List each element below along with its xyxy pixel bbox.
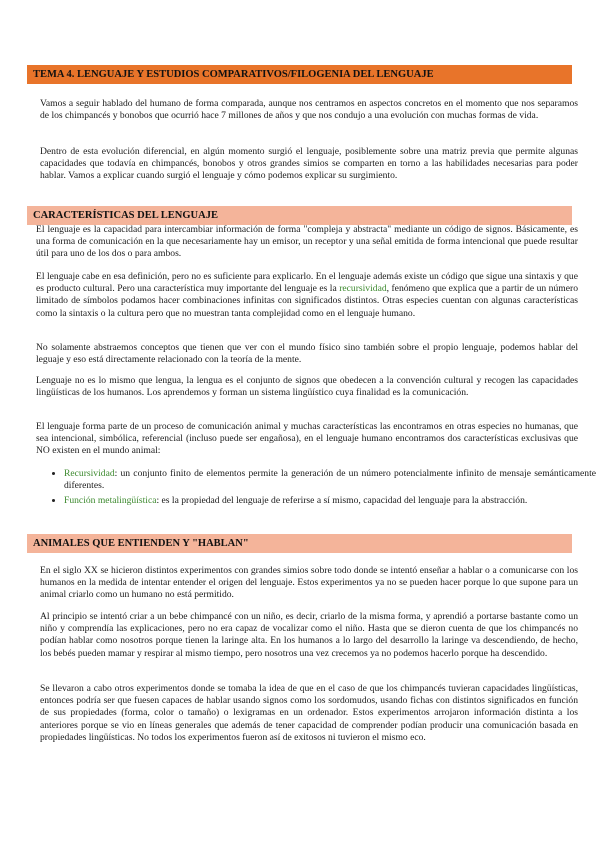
text-run: El lenguaje cabe en esa definición, pero no es suficiente para explicarlo. En el lenguaje además existe un código que sigue una sintaxis y que es producto cultural. Pero una característica muy importante del lenguaje es la: [36, 271, 578, 295]
paragraph: No solamente abstraemos conceptos que tienen que ver con el mundo físico sino también sobre el propio lenguaje, podemos hablar del leguaje y eso está directamente relacionado con la teoría de la mente.: [36, 342, 578, 366]
bullet-list: [46, 468, 596, 511]
paragraph: [36, 271, 578, 320]
page-title: TEMA 4. LENGUAJE Y ESTUDIOS COMPARATIVOS/FILOGENIA DEL LENGUAJE: [27, 65, 572, 84]
highlight-term: recursividad: [339, 283, 387, 295]
paragraph: El lenguaje forma parte de un proceso de comunicación animal y muchas características las encontramos en otras especies no humanas, que sea intencional, simbólica, referencial (incluso puede ser engañosa), en el lenguaje humano encontramos dos características exclusivas que NO existen en el mundo animal:: [36, 421, 578, 457]
bullet-text: : un conjunto finito de elementos permite la generación de un número potencialmente infinito de mensaje semánticamente diferentes.: [64, 468, 596, 492]
list-item: [64, 495, 596, 507]
paragraph: El lenguaje es la capacidad para intercambiar información de forma "compleja y abstracta" mediante un código de signos. Básicamente, es una forma de comunicación en la que necesariamente hay un emisor, un receptor y una señal emitida de forma intencional que puede resultar útil para uno de los dos o para ambos.: [36, 224, 578, 260]
paragraph: Lenguaje no es lo mismo que lengua, la lengua es el conjunto de signos que obedecen a la convención cultural y recogen las capacidades lingüísticas de los humanos. Los aprendemos y forman un sistema lingüístico cuya finalidad es la comunicación.: [36, 375, 578, 399]
intro-paragraph-2: Dentro de esta evolución diferencial, en algún momento surgió el lenguaje, posiblemente sobre una matriz previa que permite algunas capacidades que todavía en chimpancés, bonobos y otros grandes simios se comparten en torno a las habilidades necesarias para poder hablar. Vamos a explicar cuando surgió el lenguaje y cómo podemos explicar su surgimiento.: [40, 146, 578, 182]
paragraph: Al principio se intentó criar a un bebe chimpancé con un niño, es decir, criarlo de la misma forma, y aprendió a portarse bastante como un niño y comprendía las explicaciones, pero no era capaz de vocalizar como el niño. Hasta que se dieron cuenta de que los chimpancés no podían hablar como nosotros porque tienen la laringe alta. En los humanos a lo largo del desarrollo la laringe va descendiendo, de hecho, los bebés pueden mamar y respirar al mismo tiempo, pero nosotros una vez crecemos ya no podemos hacerlo porque ha descendido.: [40, 611, 578, 659]
text-run: , fenómeno que explica que a partir de un número limitado de símbolos podamos hacer combinaciones infinitas con significados distintos. Otras especies cuentan con algunas características como la sintaxis o la cultura pero que no muestran tanta complejidad como en el lenguaje humano.: [36, 283, 578, 319]
intro-paragraph-1: Vamos a seguir hablado del humano de forma comparada, aunque nos centramos en aspectos concretos en el momento que nos separamos de los chimpancés y bonobos que ocurrió hace 7 millones de años y que nos condujo a una evolución con muchas formas de vida.: [40, 98, 578, 122]
list-item: [64, 468, 596, 492]
bullet-term: Recursividad: [64, 468, 115, 479]
bullet-text: : es la propiedad del lenguaje de referirse a sí mismo, capacidad del lenguaje para la abstracción.: [156, 495, 528, 507]
paragraph: En el siglo XX se hicieron distintos experimentos con grandes simios sobre todo donde se intentó enseñar a hablar o a comunicarse con los humanos en la medida de intentar entender el origen del lenguaje. Estos experimentos ya no se pueden hacer porque lo que supone para un animal criarlo como un humano no está permitido.: [40, 565, 578, 601]
bullet-term: Función metalingüística: [64, 495, 157, 507]
section-heading-caracteristicas: CARACTERÍSTICAS DEL LENGUAJE: [27, 206, 572, 225]
section-heading-animales: ANIMALES QUE ENTIENDEN Y "HABLAN": [27, 534, 572, 553]
paragraph: Se llevaron a cabo otros experimentos donde se tomaba la idea de que en el caso de que los chimpancés tuvieran capacidades lingüísticas, entonces podría ser que fuesen capaces de hablar usando signos como los sordomudos, usando fichas con distintos significados en función de sus propiedades (forma, color o tamaño) o lexigramas en un ordenador. Estos experimentos arrojaron información distinta a los anteriores porque se vio en líneas generales que además de tener capacidad de comprender podían producir una comunicación basada en propiedades lingüísticas. No todos los experimentos fueron así de exitosos ni tuvieron el mismo eco.: [40, 683, 578, 743]
